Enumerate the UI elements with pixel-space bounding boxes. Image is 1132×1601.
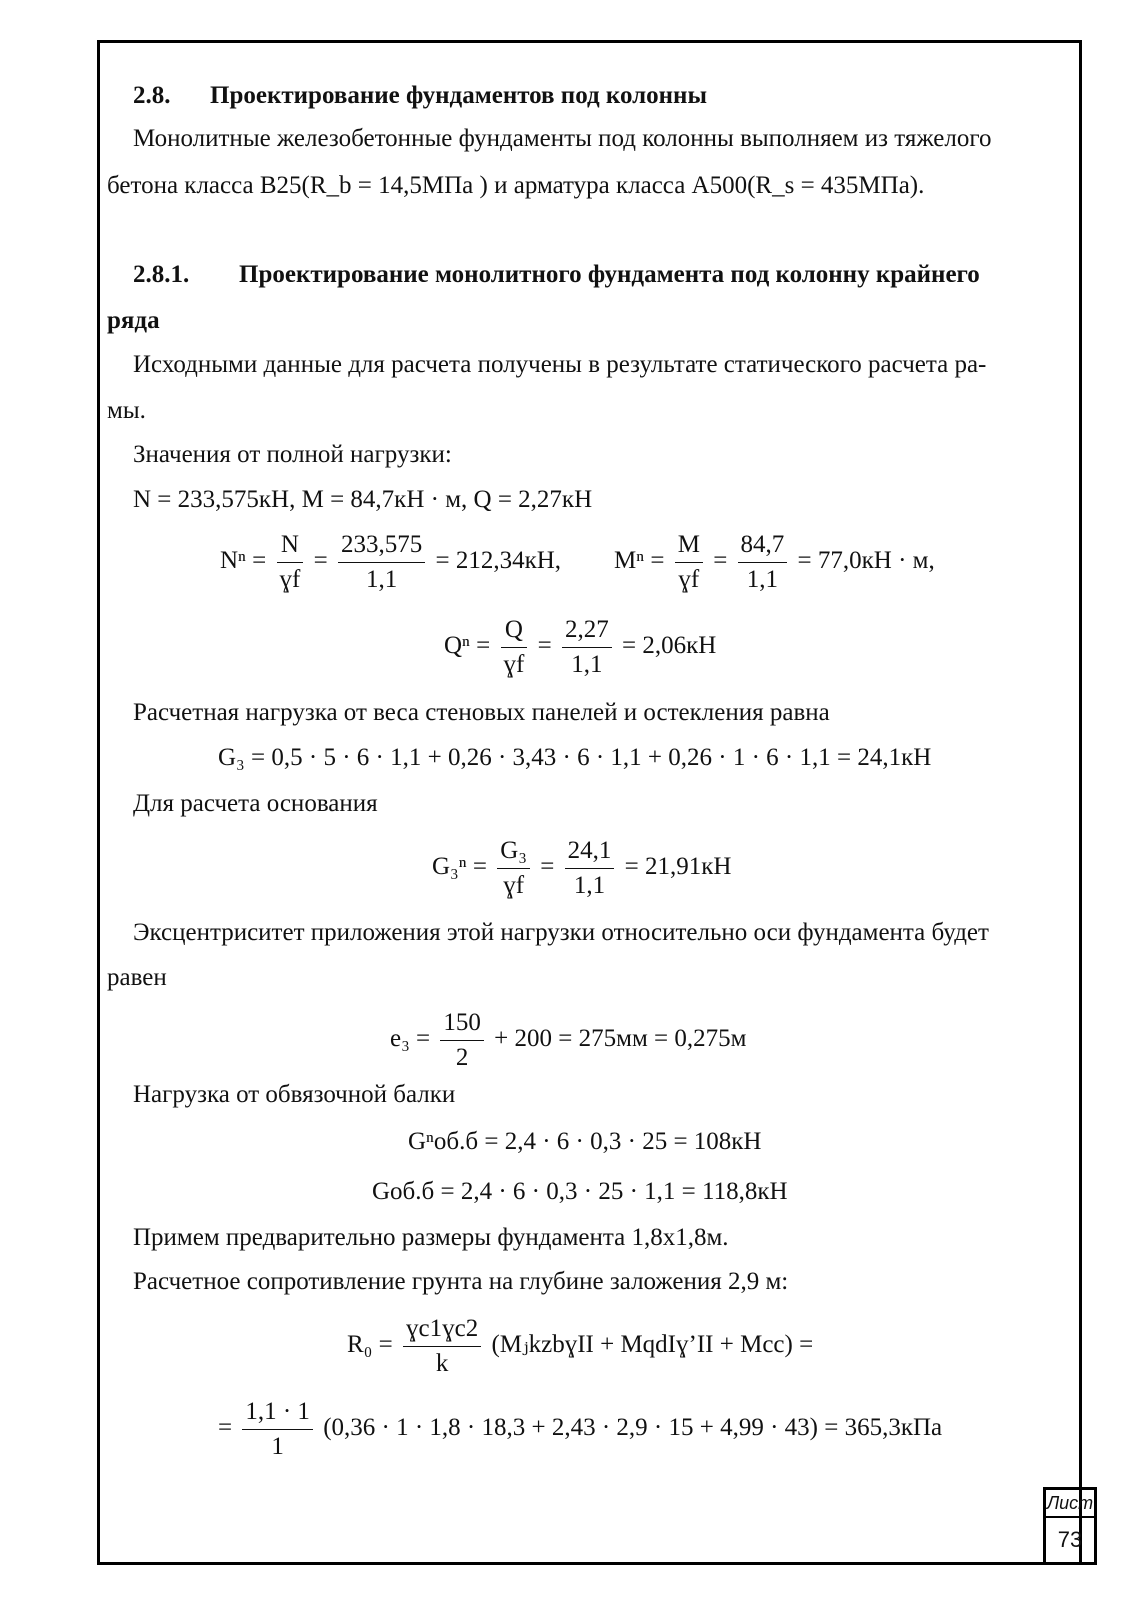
equals-sign: = bbox=[540, 853, 555, 881]
sheet-label: Лист bbox=[1046, 1490, 1094, 1518]
fraction-numerator: N bbox=[277, 528, 304, 563]
formula-Mn-rhs: = 77,0кН · м, bbox=[797, 547, 935, 575]
sheet-number: 73 bbox=[1057, 1527, 1083, 1552]
formula-e3 bbox=[390, 1006, 746, 1075]
formula-Mn-lhs: Mⁿ = bbox=[614, 547, 665, 575]
fraction-numerator: ɣc1ɣc2 bbox=[403, 1312, 481, 1347]
formula-G3n bbox=[432, 834, 731, 903]
formula-Nn-fraction-2 bbox=[338, 528, 425, 597]
formula-R0-continuation bbox=[218, 1395, 942, 1464]
equals-sign: = bbox=[537, 632, 552, 660]
formula-Qn-fraction-2 bbox=[562, 613, 612, 682]
formula-e3-lhs: e₃ = bbox=[390, 1025, 431, 1053]
subsection-title-line-2: ряда bbox=[107, 307, 160, 334]
formula-Mn bbox=[614, 528, 935, 597]
formula-Gob: Gоб.б = 2,4 · 6 · 0,3 · 25 · 1,1 = 118,8кН bbox=[372, 1178, 788, 1205]
formula-Qn-rhs: = 2,06кН bbox=[621, 632, 717, 660]
formula-Qn bbox=[444, 613, 716, 682]
formula-G3: G₃ = 0,5 · 5 · 6 · 1,1 + 0,26 · 3,43 · 6 · 1,1 + 0,26 · 1 · 6 · 1,1 = 24,1кН bbox=[218, 744, 932, 771]
formula-R0-rhs: (MⱼkzbɣII + MqdIɣ’II + Mcc) = bbox=[491, 1331, 814, 1359]
fraction-numerator: 84,7 bbox=[738, 528, 788, 563]
full-load-label: Значения от полной нагрузки: bbox=[133, 441, 452, 468]
fraction-denominator: ɣf bbox=[678, 566, 700, 593]
loads-equation: N = 233,575кН, M = 84,7кН · м, Q = 2,27кН bbox=[133, 486, 593, 513]
fraction-denominator: ɣf bbox=[503, 651, 525, 678]
formula-Mn-fraction-1 bbox=[675, 528, 703, 597]
fraction-numerator: M bbox=[675, 528, 703, 563]
formula-Nn-fraction-1 bbox=[277, 528, 304, 597]
subsection-title-line-1: Проектирование монолитного фундамента под колонну крайнего bbox=[239, 261, 980, 288]
eccentricity-line-2: равен bbox=[107, 964, 167, 991]
fraction-numerator: 1,1 · 1 bbox=[242, 1395, 313, 1430]
source-paragraph-line-1: Исходными данные для расчета получены в результате статического расчета ра- bbox=[133, 351, 987, 378]
intro-line-2: бетона класса В25(R_b = 14,5МПа ) и арматура класса А500(R_s = 435МПа). bbox=[107, 172, 925, 199]
soil-resistance-label: Расчетное сопротивление грунта на глубине заложения 2,9 м: bbox=[133, 1268, 789, 1295]
fraction-numerator: Q bbox=[501, 613, 528, 648]
formula-Qn-lhs: Qⁿ = bbox=[444, 632, 491, 660]
equals-sign: = bbox=[313, 547, 328, 575]
fraction-denominator: ɣf bbox=[503, 872, 525, 899]
equals-sign: = bbox=[713, 547, 728, 575]
formula-G3n-fraction-1 bbox=[497, 834, 530, 903]
formula-Mn-fraction-2 bbox=[738, 528, 788, 597]
source-paragraph-line-2: мы. bbox=[107, 397, 146, 424]
fraction-denominator: 2 bbox=[455, 1044, 469, 1071]
formula-R0-fraction bbox=[403, 1312, 481, 1381]
formula-R0-continuation-fraction bbox=[242, 1395, 313, 1464]
formula-R0-lhs: R₀ = bbox=[347, 1331, 393, 1359]
sheet-stamp bbox=[1043, 1487, 1097, 1565]
fraction-numerator: 150 bbox=[440, 1006, 484, 1041]
fraction-denominator: 1 bbox=[271, 1433, 284, 1460]
fraction-denominator: 1,1 bbox=[571, 651, 603, 678]
formula-e3-rhs: + 200 = 275мм = 0,275м bbox=[494, 1025, 747, 1053]
intro-line-1: Монолитные железобетонные фундаменты под колонны выполняем из тяжелого bbox=[133, 125, 992, 152]
section-title: Проектирование фундаментов под колонны bbox=[210, 82, 707, 109]
beam-load-label: Нагрузка от обвязочной балки bbox=[133, 1081, 456, 1108]
fraction-denominator: 1,1 bbox=[365, 566, 398, 593]
fraction-numerator: 24,1 bbox=[565, 834, 615, 869]
formula-G3n-lhs: G₃ⁿ = bbox=[432, 853, 487, 881]
fraction-numerator: 233,575 bbox=[338, 528, 425, 563]
formula-G3n-rhs: = 21,91кН bbox=[624, 853, 732, 881]
subsection-number: 2.8.1. bbox=[133, 261, 190, 288]
formula-R0-continuation-lhs: = bbox=[218, 1414, 233, 1442]
eccentricity-line-1: Эксцентриситет приложения этой нагрузки относительно оси фундамента будет bbox=[133, 919, 989, 946]
foundation-size-label: Примем предварительно размеры фундамента 1,8х1,8м. bbox=[133, 1224, 729, 1251]
fraction-numerator: 2,27 bbox=[562, 613, 612, 648]
formula-Nn-lhs: Nⁿ = bbox=[220, 547, 267, 575]
wall-load-label: Расчетная нагрузка от веса стеновых панелей и остекления равна bbox=[133, 699, 830, 726]
fraction-denominator: 1,1 bbox=[573, 872, 606, 899]
fraction-denominator: 1,1 bbox=[746, 566, 779, 593]
section-number: 2.8. bbox=[133, 82, 171, 109]
formula-R0-continuation-rhs: (0,36 · 1 · 1,8 · 18,3 + 2,43 · 2,9 · 15 + 4,99 · 43) = 365,3кПа bbox=[323, 1414, 943, 1442]
formula-Nn-rhs: = 212,34кН, bbox=[435, 547, 562, 575]
formula-R0 bbox=[347, 1312, 813, 1381]
fraction-denominator: k bbox=[435, 1350, 449, 1377]
formula-e3-fraction bbox=[440, 1006, 484, 1075]
formula-G3n-fraction-2 bbox=[565, 834, 615, 903]
fraction-numerator: G₃ bbox=[497, 834, 530, 869]
formula-Gob-n: Gⁿоб.б = 2,4 · 6 · 0,3 · 25 = 108кН bbox=[408, 1128, 762, 1155]
base-calc-label: Для расчета основания bbox=[133, 790, 378, 817]
formula-Qn-fraction-1 bbox=[501, 613, 528, 682]
formula-Nn bbox=[220, 528, 561, 597]
fraction-denominator: ɣf bbox=[279, 566, 301, 593]
